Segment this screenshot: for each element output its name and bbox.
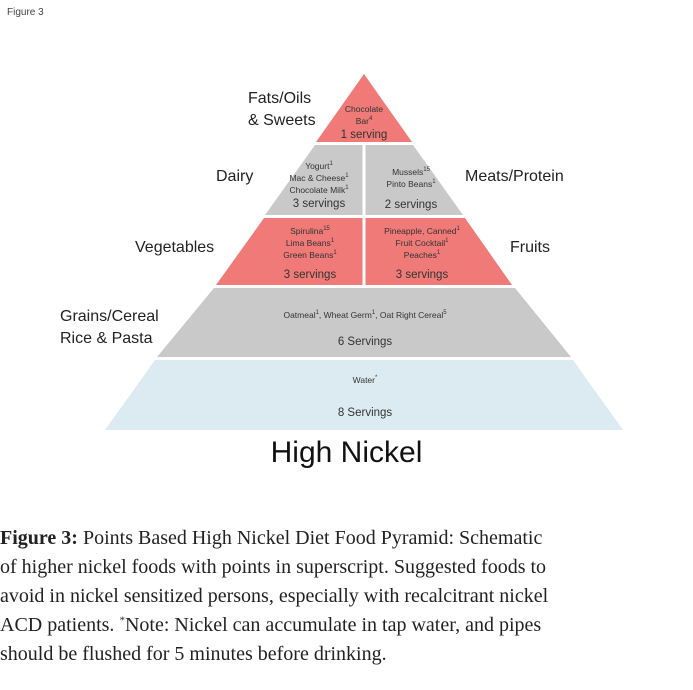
fruits-item: Fruit Cocktail$^1$ (395, 238, 449, 248)
meats-servings: 2 servings (384, 199, 438, 211)
pyramid-title: High Nickel (270, 436, 423, 469)
tier-meats-content (366, 166, 456, 212)
dairy-item: Chocolate Milk$^1$ (289, 185, 349, 195)
label-dairy: Dairy (216, 168, 254, 185)
vegetables-servings: 3 servings (283, 269, 337, 281)
caption-line: should be flushed for 5 minutes before drinking. (0, 643, 387, 665)
caption-line: ACD patients. *Note: Nickel can accumulate in tap water, and pipes (0, 614, 542, 636)
dairy-item: Mac & Cheese$^1$ (289, 173, 349, 183)
caption-note-mark: * (119, 614, 125, 627)
vegetables-item: Green Beans$^1$ (283, 250, 337, 260)
fruits-item: Pineapple, Canned$^1$ (384, 226, 460, 236)
fats-item: Chocolate (344, 104, 384, 114)
fruits-servings: 3 servings (395, 269, 449, 281)
vegetables-item: Spirulina$^{15}$ (290, 226, 330, 236)
grains-items: Oatmeal$^1$, Wheat Germ$^1$, Oat Right Cereal$^5$ (283, 310, 447, 320)
label-fats-line1: Fats/Oils (248, 90, 312, 107)
fruits-item: Peaches$^1$ (403, 250, 441, 260)
figure-caption (0, 524, 690, 669)
water-item: Water* (352, 375, 378, 385)
tier-vegetables-content (258, 225, 362, 282)
meats-item: Mussels$^{15}$ (392, 167, 430, 177)
label-grains (60, 306, 159, 350)
tier-grains-content (200, 309, 530, 349)
tier-water-content (200, 374, 530, 420)
fats-item: Bar$^4$ (355, 116, 373, 126)
label-grains-line1: Grains/Cereal (60, 308, 159, 325)
caption-line: Figure 3: Points Based High Nickel Diet Food Pyramid: Schematic (0, 527, 543, 549)
vegetables-item: Lima Beans$^1$ (285, 238, 335, 248)
label-fats-sweets (248, 88, 316, 132)
caption-lead: Figure 3: (0, 527, 78, 549)
grains-servings: 6 Servings (337, 336, 393, 348)
dairy-item: Yogurt$^1$ (305, 161, 333, 171)
fats-servings: 1 serving (340, 129, 388, 141)
label-fats-line2: & Sweets (248, 112, 316, 129)
caption-line: avoid in nickel sensitized persons, especially with recalcitrant nickel (0, 585, 549, 607)
label-meats-protein: Meats/Protein (465, 168, 564, 185)
tier-dairy-content (275, 160, 363, 211)
label-grains-line2: Rice & Pasta (60, 330, 153, 347)
label-fruits: Fruits (510, 239, 550, 256)
water-servings: 8 Servings (337, 407, 393, 419)
figure-label: Figure 3 (7, 7, 44, 18)
tier-fruits-content (366, 225, 478, 282)
dairy-servings: 3 servings (292, 198, 346, 210)
caption-line: of higher nickel foods with points in superscript. Suggested foods to (0, 556, 547, 578)
meats-item: Pinto Beans$^1$ (386, 179, 436, 189)
tier-fats-content (316, 103, 412, 142)
label-vegetables: Vegetables (135, 239, 215, 256)
